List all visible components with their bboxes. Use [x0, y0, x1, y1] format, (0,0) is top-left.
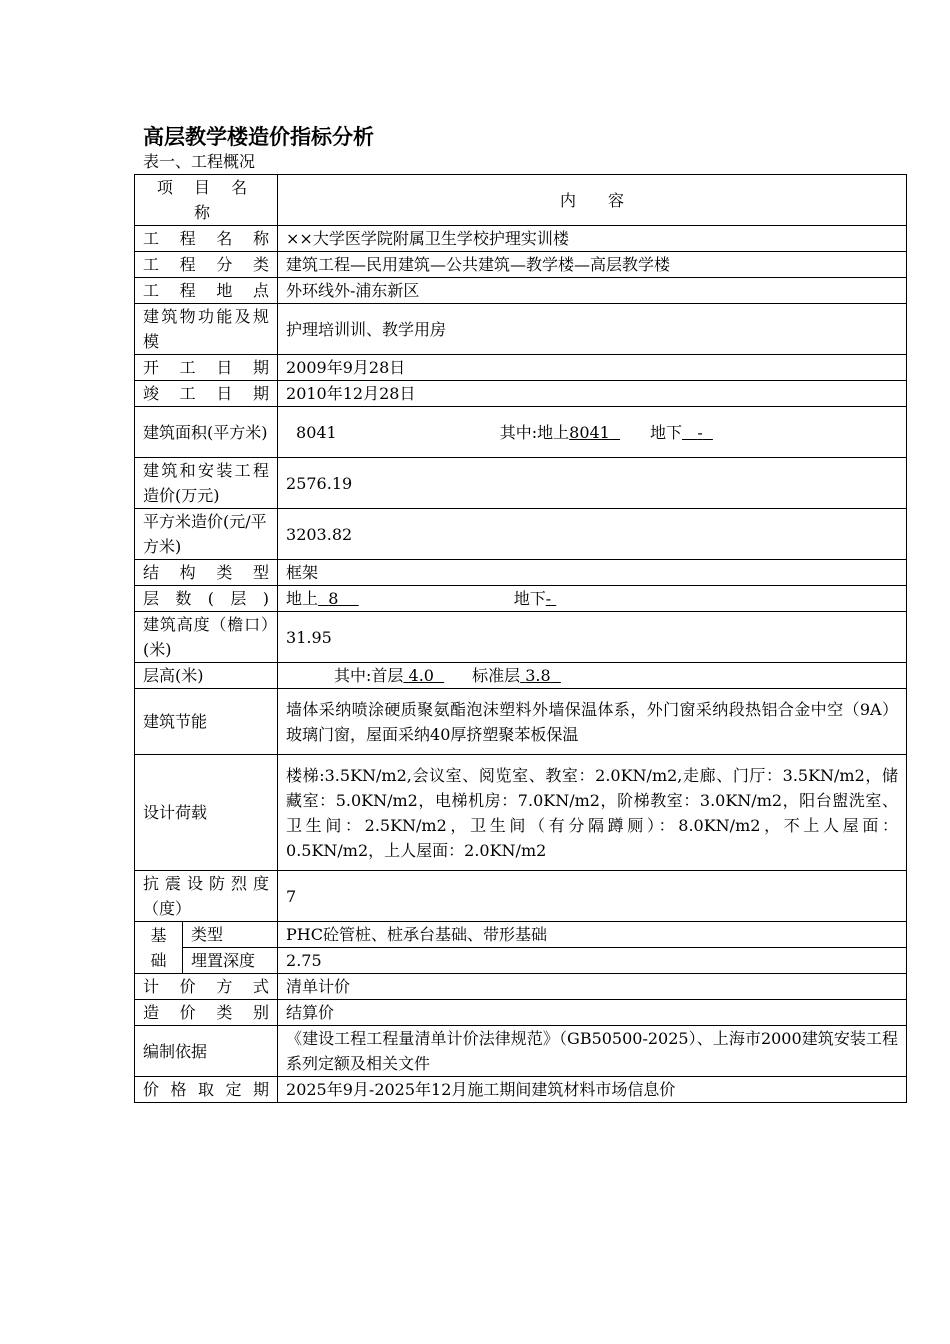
row-label: 工程分类	[135, 252, 278, 278]
table-row	[135, 407, 907, 458]
table-row	[135, 304, 907, 355]
row-value: 外环线外-浦东新区	[278, 278, 907, 304]
standard-floor-value: 3.8	[525, 666, 551, 685]
foundation-group-label: 基 础	[135, 922, 183, 974]
table-row	[135, 689, 907, 755]
table-row	[135, 381, 907, 407]
row-value: 2010年12月28日	[278, 381, 907, 407]
row-value: 3203.82	[278, 509, 907, 560]
floors-above-label: 地上	[286, 589, 319, 608]
row-value: 建筑工程—民用建筑—公共建筑—教学楼—高层教学楼	[278, 252, 907, 278]
row-label: 造价类别	[135, 1000, 278, 1026]
standard-floor-label: 标准层	[472, 666, 521, 685]
foundation-depth-label: 埋置深度	[183, 948, 278, 974]
page-title: 高层教学楼造价指标分析	[143, 125, 374, 149]
project-overview-table	[134, 174, 907, 1103]
row-value: 墙体采纳喷涂硬质聚氨酯泡沫塑料外墙保温体系，外门窗采纳段热铝合金中空（9A）玻璃门窗，屋面采纳40厚挤塑聚苯板保温	[278, 689, 907, 755]
table-row	[135, 1026, 907, 1077]
row-label: 竣工日期	[135, 381, 278, 407]
row-value	[278, 663, 907, 689]
header-item: 项 目 名 称	[135, 175, 278, 226]
floors-below-value: -	[545, 589, 552, 608]
row-label: 开工日期	[135, 355, 278, 381]
first-floor-label: 其中:首层	[334, 666, 404, 685]
row-value: 31.95	[278, 612, 907, 663]
row-label: 建筑物功能及规模	[135, 304, 278, 355]
table-row	[135, 355, 907, 381]
row-value: 护理培训训、教学用房	[278, 304, 907, 355]
row-label: 层高(米)	[135, 663, 278, 689]
foundation-type-value: PHC砼管桩、桩承台基础、带形基础	[278, 922, 907, 948]
table-row	[135, 612, 907, 663]
area-total: 8041	[296, 422, 337, 442]
row-value: 结算价	[278, 1000, 907, 1026]
row-label: 价格取定期	[135, 1077, 278, 1103]
table-row	[135, 663, 907, 689]
row-value: 2025年9月-2025年12月施工期间建筑材料市场信息价	[278, 1077, 907, 1103]
row-label: 建筑节能	[135, 689, 278, 755]
row-value: 7	[278, 871, 907, 922]
row-label: 工程地点	[135, 278, 278, 304]
area-below-label: 地下	[650, 422, 683, 442]
row-label: 抗震设防烈度（度）	[135, 871, 278, 922]
row-value: ××大学医学院附属卫生学校护理实训楼	[278, 226, 907, 252]
header-content: 内 容	[278, 175, 907, 226]
table-row	[135, 252, 907, 278]
row-value: 框架	[278, 560, 907, 586]
first-floor-value: 4.0	[408, 666, 434, 685]
row-label: 编制依据	[135, 1026, 278, 1077]
row-label: 层数(层)	[135, 586, 278, 612]
area-below-value: -	[697, 422, 703, 442]
table-row	[135, 871, 907, 922]
row-label: 结构类型	[135, 560, 278, 586]
row-label: 工程名称	[135, 226, 278, 252]
table-row	[135, 974, 907, 1000]
row-value	[278, 407, 907, 458]
area-above-value: 8041	[569, 422, 610, 442]
row-label: 建筑高度（檐口）(米)	[135, 612, 278, 663]
foundation-depth-value: 2.75	[278, 948, 907, 974]
row-label: 建筑和安装工程造价(万元)	[135, 458, 278, 509]
table-header-row	[135, 175, 907, 226]
row-label: 计价方式	[135, 974, 278, 1000]
row-value: 2576.19	[278, 458, 907, 509]
table-row	[135, 560, 907, 586]
row-value: 清单计价	[278, 974, 907, 1000]
row-value: 《建设工程工程量清单计价法律规范》（GB50500-2025）、上海市2000建筑安装工程系列定额及相关文件	[278, 1026, 907, 1077]
table-row	[135, 278, 907, 304]
table-row	[135, 1077, 907, 1103]
table-row	[135, 226, 907, 252]
table-row	[135, 1000, 907, 1026]
table-row	[135, 755, 907, 871]
area-above-label: 其中:地上	[499, 422, 570, 442]
table-row	[135, 948, 907, 974]
row-label: 平方米造价(元/平方米)	[135, 509, 278, 560]
table-row	[135, 586, 907, 612]
row-value: 楼梯:3.5KN/m2,会议室、阅览室、教室：2.0KN/m2,走廊、门厅：3.5KN/m2，储藏室：5.0KN/m2，电梯机房：7.0KN/m2，阶梯教室：3.0KN/m2，阳台盥洗室、卫生间：2.5KN/m2，卫生间（有分隔蹲厕）：8.0KN/m2，不上人屋面：0.5KN/m2，上人屋面：2.0KN/m2	[278, 755, 907, 871]
table-row	[135, 509, 907, 560]
floors-below-label: 地下	[513, 589, 546, 608]
row-label: 设计荷载	[135, 755, 278, 871]
table-row	[135, 922, 907, 948]
foundation-type-label: 类型	[183, 922, 278, 948]
table-caption: 表一、工程概况	[143, 152, 256, 171]
row-value	[278, 586, 907, 612]
row-label: 建筑面积(平方米)	[135, 407, 278, 458]
table-row	[135, 458, 907, 509]
row-value: 2009年9月28日	[278, 355, 907, 381]
floors-above-value: 8	[328, 589, 339, 608]
